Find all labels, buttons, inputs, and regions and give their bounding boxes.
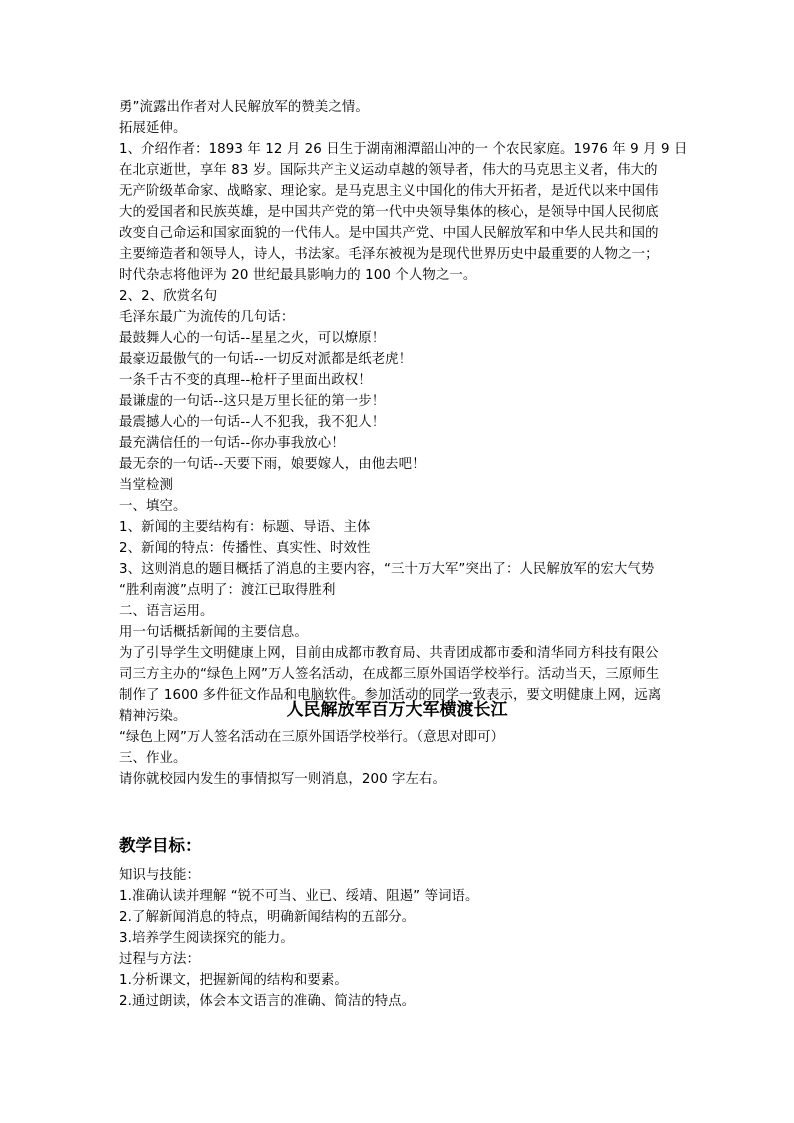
text-line: 大的爱国者和民族英雄，是中国共产党的第一代中央领导集体的核心，是领导中国人民彻底 — [119, 205, 659, 220]
quote-line: 最谦虚的一句话--这只是万里长征的第一步！ — [119, 394, 386, 409]
text-line: 2、新闻的特点：传播性、真实性、时效性 — [119, 541, 371, 556]
text-line: 2、2、欣赏名句 — [119, 289, 218, 304]
text-line: 勇”流露出作者对人民解放军的赞美之情。 — [119, 100, 369, 115]
text-line: 时代杂志将他评为 20 世纪最具影响力的 100 个人物之一。 — [119, 268, 477, 283]
text-line: 用一句话概括新闻的主要信息。 — [119, 625, 308, 640]
text-line: 1、介绍作者：1893 年 12 月 26 日生于湖南湘潭韶山冲的一 个农民家庭。1976 年 9 月 9 日 — [119, 142, 688, 157]
objectives-heading: 教学目标： — [119, 836, 202, 855]
text-line: 1.分析课文，把握新闻的结构和要素。 — [119, 973, 348, 988]
text-line: “胜利南渡”点明了：渡江已取得胜利 — [119, 583, 336, 598]
text-line: 精神污染。 — [119, 709, 187, 724]
text-line: 请你就校园内发生的事情拟写一则消息，200 字左右。 — [119, 772, 447, 787]
text-line: 2.了解新闻消息的特点，明确新闻结构的五部分。 — [119, 910, 416, 925]
text-line: 主要缔造者和领导人，诗人，书法家。毛泽东被视为是现代世界历史中最重要的人物之一； — [119, 247, 659, 262]
quote-line: 最豪迈最傲气的一句话--一切反对派都是纸老虎！ — [119, 352, 413, 367]
text-line: 为了引导学生文明健康上网，目前由成都市教育局、共青团成都市委和清华同方科技有限公 — [119, 646, 659, 661]
text-line: 三、作业。 — [119, 751, 187, 766]
text-line: 毛泽东最广为流传的几句话： — [119, 310, 295, 325]
text-line: 司三方主办的“绿色上网”万人签名活动，在成都三原外国语学校举行。活动当天，三原师生 — [119, 667, 660, 682]
text-line: 知识与技能： — [119, 868, 200, 883]
text-line: 无产阶级革命家、战略家、理论家。是马克思主义中国化的伟大开拓者，是近代以来中国伟 — [119, 184, 659, 199]
lesson-title: 人民解放军百万大军横渡长江 — [286, 700, 508, 720]
text-line: “绿色上网”万人签名活动在三原外国语学校举行。（意思对即可） — [119, 730, 505, 745]
upper-text-block — [119, 97, 688, 790]
text-line: 二、语言运用。 — [119, 604, 214, 619]
text-line: 当堂检测 — [119, 478, 173, 493]
text-line: 2.通过朗读，体会本文语言的准确、简洁的特点。 — [119, 994, 416, 1009]
quote-line: 一条千古不变的真理--枪杆子里面出政权！ — [119, 373, 372, 388]
text-line: 1、新闻的主要结构有：标题、导语、主体 — [119, 520, 371, 535]
quote-line: 最鼓舞人心的一句话--星星之火，可以燎原！ — [119, 331, 386, 346]
section-heading-extension: 拓展延伸。 — [119, 121, 187, 136]
quote-line: 最震撼人心的一句话--人不犯我，我不犯人！ — [119, 415, 386, 430]
quote-line: 最无奈的一句话--天要下雨，娘要嫁人，由他去吧！ — [119, 457, 426, 472]
text-line: 制作了 1600 多件征文作品和电脑软件。参加活动的同学一致表示，要文明健康上网，远离 — [119, 688, 662, 703]
text-line: 在北京逝世，享年 83 岁。国际共产主义运动卓越的领导者，伟大的马克思主义者，伟大的 — [119, 163, 658, 178]
text-line: 改变自己命运和国家面貌的一代伟人。是中国共产党、中国人民解放军和中华人民共和国的 — [119, 226, 659, 241]
text-line: 3.培养学生阅读探究的能力。 — [119, 931, 294, 946]
text-line: 一、填空。 — [119, 499, 187, 514]
text-line: 1.准确认读并理解 “锐不可当、业已、绥靖、阻遏” 等词语。 — [119, 889, 479, 904]
text-line: 过程与方法： — [119, 952, 200, 967]
objectives-block — [119, 833, 677, 1012]
text-line: 3、这则消息的题目概括了消息的主要内容，“三十万大军”突出了：人民解放军的宏大气势 — [119, 562, 655, 577]
quote-line: 最充满信任的一句话--你办事我放心！ — [119, 436, 345, 451]
